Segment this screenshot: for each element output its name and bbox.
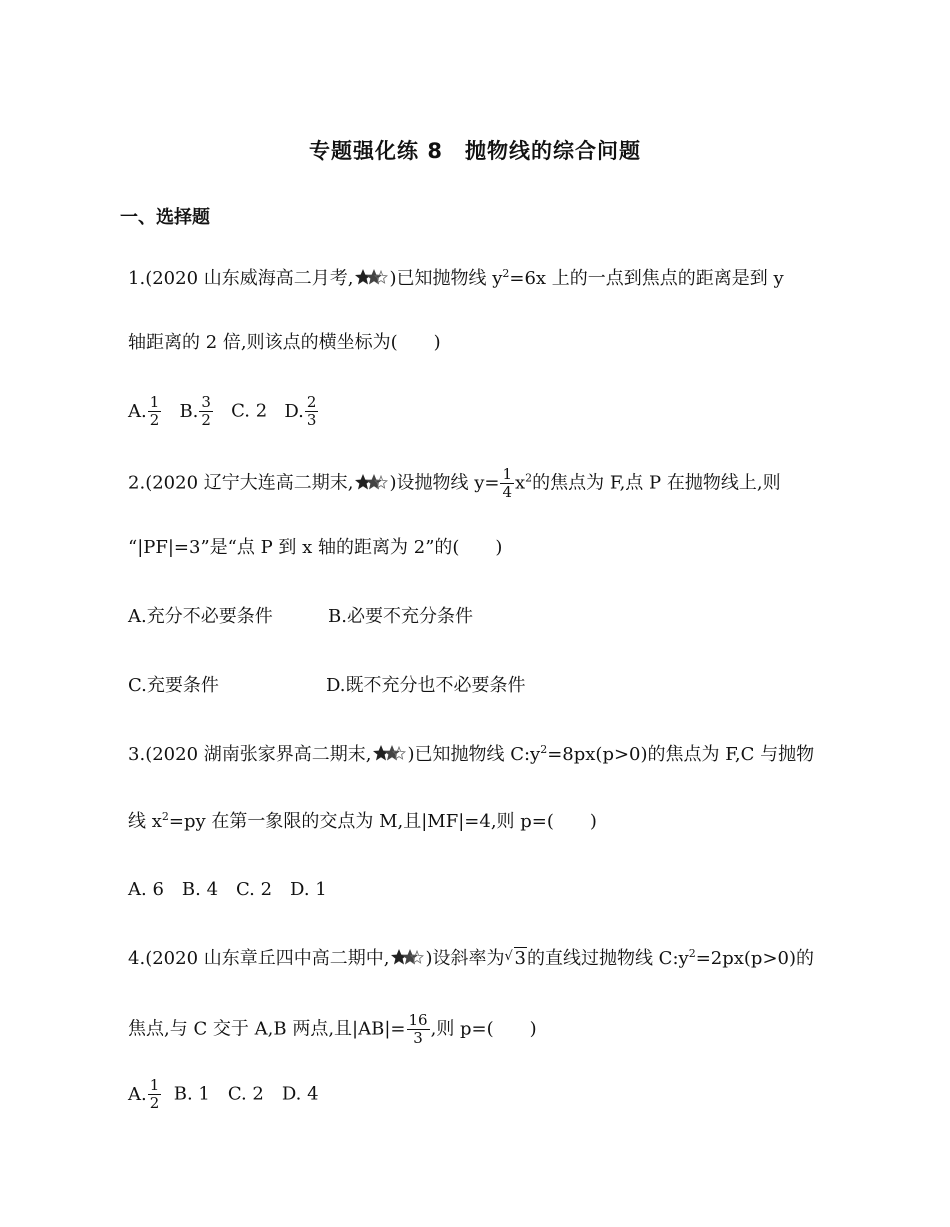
option-d: D. $\frac{2}{3}$ [284, 393, 317, 429]
question-1-line-2: 轴距离的 2 倍,则该点的横坐标为( ) [128, 332, 441, 353]
page-title: 专题强化练 8 抛物线的综合问题 [309, 139, 641, 163]
question-1-line-1: 1.(2020 山东威海高二月考, )已知抛物线 $y^2=6x$ 上的一点到焦点的距离是到 y [128, 267, 784, 289]
question-4-line-1: 4.(2020 山东章丘四中高二期中, )设斜率为 √ 3的直线过抛物线 $C:y^2=2px(p>0)$的 [128, 947, 814, 969]
question-2-option-c: C.充要条件 [128, 675, 219, 696]
question-2-option-b: B.必要不充分条件 [328, 606, 473, 627]
question-4-options [128, 1077, 319, 1112]
question-3-line-2: 线 $x^2=py$ 在第一象限的交点为 M,且|MF|=4,则 p=( ) [128, 810, 597, 832]
question-1-options [128, 394, 319, 429]
question-3-line-1: 3.(2020 湖南张家界高二期末, )已知抛物线 $C:y^2=8px(p>0)$的焦点为 F,C 与抛物 [128, 743, 815, 765]
question-2-line-2: “|PF|=3”是“点 P 到 x 轴的距离为 2”的( ) [128, 537, 503, 558]
option-a: A. $\frac{1}{2}$ [128, 393, 160, 429]
difficulty-stars-icon [372, 744, 406, 762]
option-a: A. $\frac{1}{2}$ [128, 1076, 160, 1112]
difficulty-stars-icon [390, 948, 424, 966]
question-2-line-1: 2.(2020 辽宁大连高二期末, )设抛物线 y= $\frac{1}{4}$ $x^2$的焦点为 F,点 P 在抛物线上,则 [128, 465, 781, 501]
question-3-options: A. 6 B. 4 C. 2 D. 1 [128, 879, 327, 900]
difficulty-stars-icon [354, 473, 388, 491]
section-heading: 一、选择题 [120, 207, 210, 228]
question-2-option-d: D.既不充分也不必要条件 [326, 675, 526, 696]
options-rest: B. 1 C. 2 D. 4 [173, 1083, 319, 1105]
question-4-line-2: 焦点,与 C 交于 A,B 两点,且|AB|= $\frac{16}{3}$ ,则 p=( ) [128, 1011, 537, 1047]
difficulty-stars-icon [354, 268, 388, 286]
sqrt-expression: √ 3 [504, 948, 526, 969]
option-c: C. 2 [231, 400, 268, 422]
question-2-option-a: A.充分不必要条件 [128, 606, 273, 627]
option-b: B. $\frac{3}{2}$ [179, 393, 211, 429]
